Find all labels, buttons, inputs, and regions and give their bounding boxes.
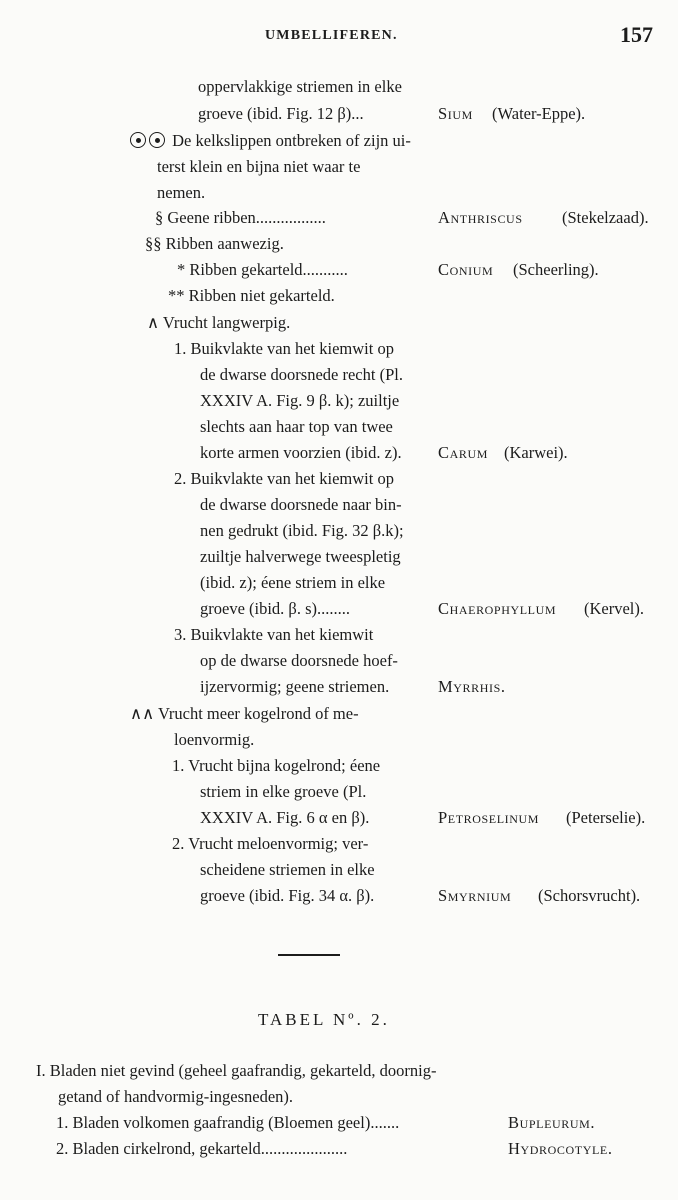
key-line: ∧∧ Vrucht meer kogelrond of me- (130, 704, 359, 723)
key-line: ∧ Vrucht langwerpig. (147, 313, 291, 332)
key-line: ijzervormig; geene striemen. (200, 677, 390, 696)
genus-name: Chaerophyllum (438, 599, 557, 618)
key-line: de dwarse doorsnede naar bin- (200, 495, 402, 514)
genus-name: Myrrhis. (438, 677, 506, 696)
genus-name: Smyrnium (438, 886, 512, 905)
common-name: (Scheerling). (513, 260, 599, 279)
page-number: 157 (620, 22, 653, 47)
key-line: oppervlakkige striemen in elke (198, 77, 402, 96)
key-line: de dwarse doorsnede recht (Pl. (200, 365, 403, 384)
genus-name: Carum (438, 443, 489, 462)
key-line: I. Bladen niet gevind (geheel gaafrandig, gekarteld, doornig- (36, 1061, 437, 1080)
genus-name: Anthriscus (438, 208, 523, 227)
key-line: 1. Buikvlakte van het kiemwit op (174, 339, 394, 358)
key-line: De kelkslippen ontbreken of zijn ui- (130, 128, 411, 154)
key-line: 2. Vrucht meloenvormig; ver- (172, 834, 369, 853)
key-line: §§ Ribben aanwezig. (145, 234, 284, 253)
key-line: zuiltje halverwege tweespletig (200, 547, 401, 566)
common-name: (Water-Eppe). (492, 104, 586, 123)
key-line: 3. Buikvlakte van het kiemwit (174, 625, 374, 644)
key-line: nemen. (157, 183, 206, 202)
key-line: korte armen voorzien (ibid. z). (200, 443, 402, 462)
key-line: getand of handvormig-ingesneden). (58, 1087, 294, 1106)
running-title: UMBELLIFEREN. (265, 28, 398, 43)
key-line: 1. Vrucht bijna kogelrond; éene (172, 756, 381, 775)
double-circle-icon (149, 132, 165, 148)
key-line: § Geene ribben................. (155, 208, 326, 227)
key-line: groeve (ibid. Fig. 34 α. β). (200, 886, 375, 905)
key-line: 1. Bladen volkomen gaafrandig (Bloemen geel)....... (56, 1113, 400, 1132)
key-line: terst klein en bijna niet waar te (157, 157, 361, 176)
key-line: groeve (ibid. Fig. 12 β)... (198, 104, 364, 123)
common-name: (Peterselie). (566, 808, 646, 827)
table-heading: TABEL Nº. 2. (258, 1010, 390, 1029)
key-line: op de dwarse doorsnede hoef- (200, 651, 398, 670)
key-line: slechts aan haar top van twee (200, 417, 393, 436)
genus-name: Hydrocotyle. (508, 1139, 613, 1158)
key-line: * Ribben gekarteld........... (177, 260, 348, 279)
key-line: groeve (ibid. β. s)........ (200, 599, 350, 618)
genus-name: Conium (438, 260, 494, 279)
key-line: ** Ribben niet gekarteld. (168, 286, 335, 305)
key-line: nen gedrukt (ibid. Fig. 32 β.k); (200, 521, 404, 540)
genus-name: Bupleurum. (508, 1113, 596, 1132)
double-circle-icon (130, 132, 146, 148)
genus-name: Petroselinum (438, 808, 540, 827)
key-line: XXXIV A. Fig. 9 β. k); zuiltje (200, 391, 400, 410)
common-name: (Karwei). (504, 443, 568, 462)
common-name: (Kervel). (584, 599, 645, 618)
common-name: (Stekelzaad). (562, 208, 649, 227)
genus-name: Sium (438, 104, 473, 123)
key-line: striem in elke groeve (Pl. (200, 782, 367, 801)
section-divider (278, 954, 340, 956)
key-line: XXXIV A. Fig. 6 α en β). (200, 808, 370, 827)
common-name: (Schorsvrucht). (538, 886, 641, 905)
key-line: (ibid. z); éene striem in elke (200, 573, 386, 592)
key-line: 2. Buikvlakte van het kiemwit op (174, 469, 394, 488)
key-line: scheidene striemen in elke (200, 860, 375, 879)
key-line: 2. Bladen cirkelrond, gekarteld..................... (56, 1139, 348, 1158)
key-line: loenvormig. (174, 730, 255, 749)
